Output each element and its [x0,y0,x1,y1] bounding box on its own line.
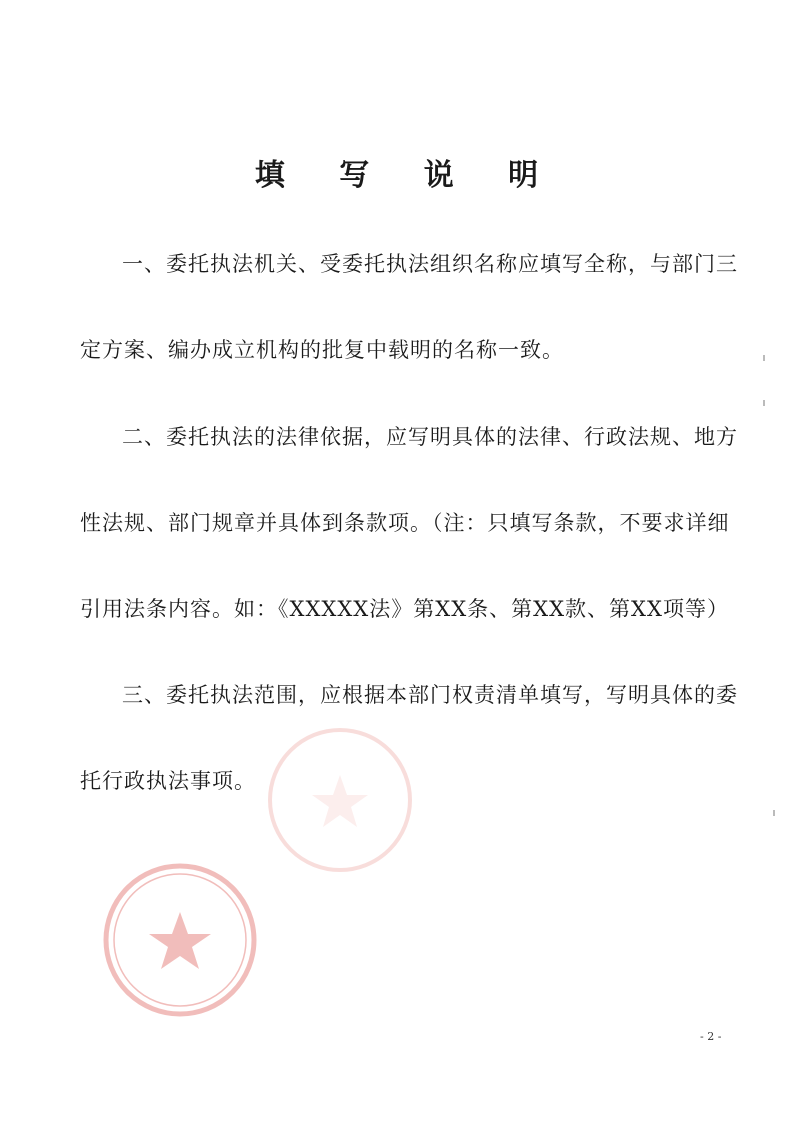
paragraph-2: 二、委托执法的法律依据，应写明具体的法律、行政法规、地方性法规、部门规章并具体到条款项。（注：只填写条款，不要求详细引用法条内容。如：《XXXXX法》第XX条、第XX款、第XX项等） [80,425,738,621]
paragraph-1: 一、委托执法机关、受委托执法组织名称应填写全称，与部门三定方案、编办成立机构的批复中载明的名称一致。 [80,252,738,362]
official-seal-icon [100,860,260,1020]
scan-mark [773,810,775,816]
paragraph-3: 三、委托执法范围，应根据本部门权责清单填写，写明具体的委托行政执法事项。 [80,683,738,793]
document-title: 填 写 说 明 [254,158,561,193]
scan-mark [763,355,765,361]
faint-seal-icon [265,725,415,875]
scan-mark [763,400,765,406]
page-number: - 2 - [700,1030,722,1043]
